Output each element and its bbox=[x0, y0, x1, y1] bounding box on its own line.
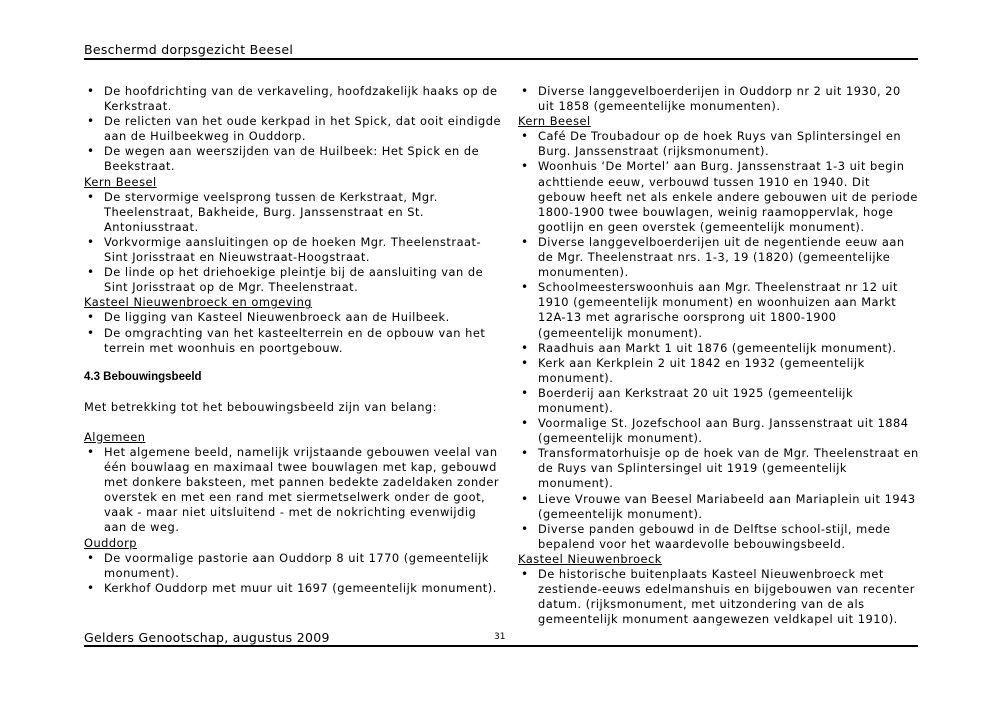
list-item: • Vorkvormige aansluitingen op de hoeken Mgr. Theelenstraat-Sint Jorisstraat en Nieuwstraat-Hoogstraat. bbox=[84, 235, 502, 265]
kasteel-list bbox=[518, 567, 920, 627]
list-item: • Boerderij aan Kerkstraat 20 uit 1925 (gemeentelijk monument). bbox=[518, 386, 920, 416]
list-item: • De voormalige pastorie aan Ouddorp 8 uit 1770 (gemeentelijk monument). bbox=[84, 551, 502, 581]
list-item: • Het algemene beeld, namelijk vrijstaande gebouwen veelal van één bouwlaag en maximaal twee bouwlagen met kap, gebouwd met donkere baksteen, met pannen bedekte zadeldaken zonder overstek en met een rand met siermetselwerk onder de goot, vaak - maar niet uitsluitend - met de nokrichting evenwijdig aan de weg. bbox=[84, 445, 502, 536]
list-item: • Kerk aan Kerkplein 2 uit 1842 en 1932 (gemeentelijk monument). bbox=[518, 356, 920, 386]
list-item: • Kerkhof Ouddorp met muur uit 1697 (gemeentelijk monument). bbox=[84, 581, 502, 596]
list-item: • De stervormige veelsprong tussen de Kerkstraat, Mgr. Theelenstraat, Bakheide, Burg. Janssenstraat en St. Antoniusstraat. bbox=[84, 190, 502, 235]
footer-left-text: Gelders Genootschap, augustus 2009 bbox=[84, 630, 330, 645]
spacer bbox=[84, 415, 502, 430]
list-item: • Diverse langgevelboerderijen uit de negentiende eeuw aan de Mgr. Theelenstraat nrs. 1-3, 19 (1820) (gemeentelijke monumenten). bbox=[518, 235, 920, 280]
list-item: • Lieve Vrouwe van Beesel Mariabeeld aan Mariaplein uit 1943 (gemeentelijk monument). bbox=[518, 492, 920, 522]
list-item: • Voormalige St. Jozefschool aan Burg. Janssenstraat uit 1884 (gemeentelijk monument). bbox=[518, 416, 920, 446]
spacer bbox=[84, 356, 502, 370]
intro-bullet-list bbox=[84, 84, 502, 175]
kern-beesel-list bbox=[84, 190, 502, 296]
list-item: • Café De Troubadour op de hoek Ruys van Splintersingel en Burg. Janssenstraat (rijksmonument). bbox=[518, 129, 920, 159]
spacer bbox=[84, 385, 502, 400]
list-item: • De ligging van Kasteel Nieuwenbroeck aan de Huilbeek. bbox=[84, 310, 502, 325]
intro-bullet-list bbox=[518, 84, 920, 114]
list-item: • Schoolmeesterswoonhuis aan Mgr. Theelenstraat nr 12 uit 1910 (gemeentelijk monument) en woonhuizen aan Markt 12A-13 met agrarische oorsprong uit 1800-1900 (gemeentelijk monument). bbox=[518, 280, 920, 340]
algemeen-list bbox=[84, 445, 502, 536]
list-item: • De wegen aan weerszijden van de Huilbeek: Het Spick en de Beekstraat. bbox=[84, 144, 502, 174]
subheading-kern-beesel: Kern Beesel bbox=[84, 174, 157, 189]
list-item: • Raadhuis aan Markt 1 uit 1876 (gemeentelijk monument). bbox=[518, 341, 920, 356]
list-item: • Transformatorhuisje op de hoek van de Mgr. Theelenstraat en de Ruys van Splintersingel uit 1919 (gemeentelijk monument). bbox=[518, 446, 920, 491]
page-number: 31 bbox=[494, 632, 506, 642]
list-item: • Woonhuis ‘De Mortel’ aan Burg. Janssenstraat 1-3 uit begin achttiende eeuw, verbouwd tussen 1910 en 1940. Dit gebouw heeft net als enkele andere gebouwen uit de periode 1800-1900 twee bouwlagen, weinig raamoppervlak, hoge gootlijn en geen overstek (gemeentelijk monument). bbox=[518, 159, 920, 234]
list-item: • De omgrachting van het kasteelterrein en de opbouw van het terrein met woonhuis en poortgebouw. bbox=[84, 326, 502, 356]
list-item: • De hoofdrichting van de verkaveling, hoofdzakelijk haaks op de Kerkstraat. bbox=[84, 84, 502, 114]
section-heading: 4.3 Bebouwingsbeeld bbox=[84, 370, 202, 383]
subheading-kasteel: Kasteel Nieuwenbroeck en omgeving bbox=[84, 295, 313, 310]
kasteel-list bbox=[84, 310, 502, 355]
left-column bbox=[84, 84, 502, 596]
ouddorp-list bbox=[84, 551, 502, 596]
list-item: • De linde op het driehoekige pleintje bij de aansluiting van de Sint Jorisstraat op de Mgr. Theelenstraat. bbox=[84, 265, 502, 295]
list-item: • Diverse langgevelboerderijen in Ouddorp nr 2 uit 1930, 20 uit 1858 (gemeentelijke monumenten). bbox=[518, 84, 920, 114]
list-item: • De relicten van het oude kerkpad in het Spick, dat ooit eindigde aan de Huilbeekweg in Ouddorp. bbox=[84, 114, 502, 144]
header-rule bbox=[84, 58, 918, 60]
list-item: • De historische buitenplaats Kasteel Nieuwenbroeck met zestiende-eeuws edelmanshuis en bijgebouwen van recenter datum. (rijksmonument, met uitzondering van de als gemeentelijk monument aangewezen veldkapel uit 1910). bbox=[518, 567, 920, 627]
kern-beesel-list bbox=[518, 129, 920, 552]
subheading-ouddorp: Ouddorp bbox=[84, 535, 138, 550]
subheading-kern-beesel: Kern Beesel bbox=[518, 114, 591, 129]
subheading-kasteel: Kasteel Nieuwenbroeck bbox=[518, 551, 662, 566]
right-column bbox=[518, 84, 920, 627]
page-header-title: Beschermd dorpsgezicht Beesel bbox=[84, 42, 294, 57]
section-intro: Met betrekking tot het bebouwingsbeeld zijn van belang: bbox=[84, 399, 437, 414]
list-item: • Diverse panden gebouwd in de Delftse school-stijl, mede bepalend voor het waardevolle bebouwingsbeeld. bbox=[518, 522, 920, 552]
subheading-algemeen: Algemeen bbox=[84, 429, 146, 444]
footer-rule bbox=[84, 645, 918, 647]
